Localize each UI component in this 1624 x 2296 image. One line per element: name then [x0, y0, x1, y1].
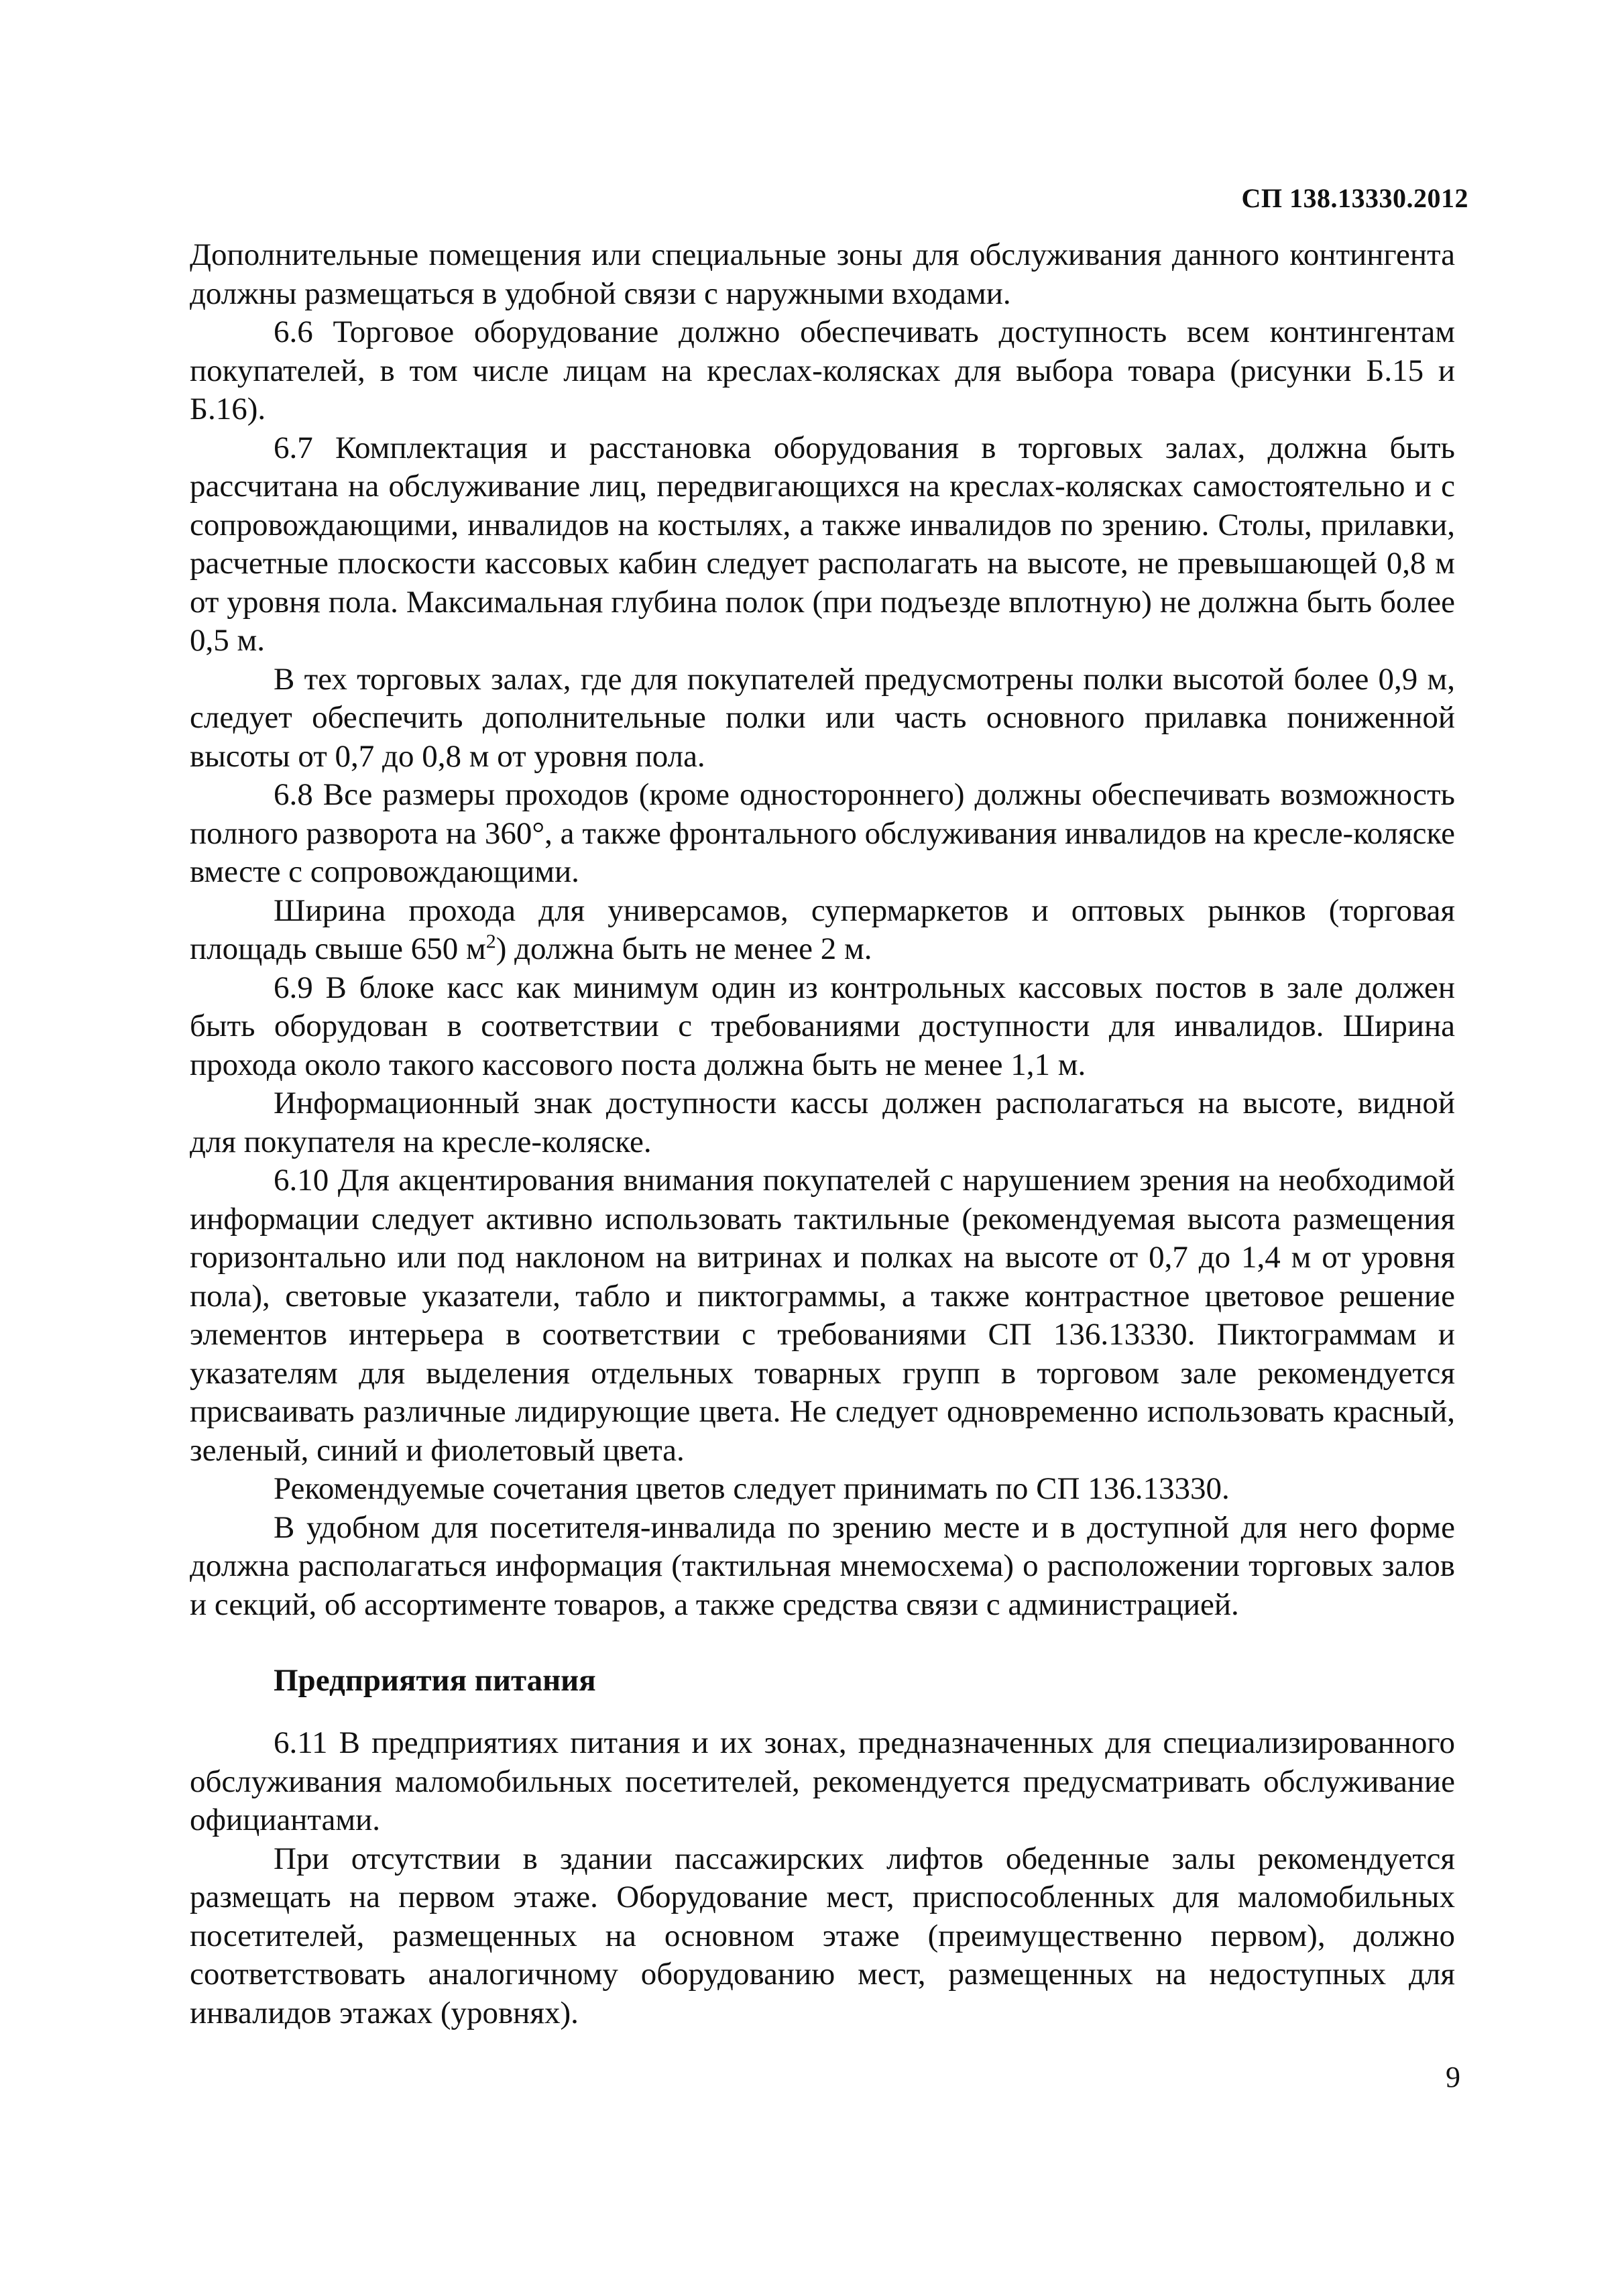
paragraph: Информационный знак доступности кассы должен располагаться на высоте, видной для покупателя на кресле-коляске.: [190, 1086, 1455, 1159]
document-body: [190, 236, 1455, 2032]
paragraph-6-10: 6.10 Для акцентирования внимания покупателей с нарушением зрения на необходимой информации следует активно использовать тактильные (рекомендуемая высота размещения горизонтально или под наклоном на витринах и полках на высоте от 0,7 до 1,4 м от уровня пола), световые указатели, табло и пиктограммы, а также контрастное цветовое решение элементов интерьера в соответствии с требованиями СП 136.13330. Пиктограммам и указателям для выделения отдельных товарных групп в торговом зале рекомендуется присваивать различные лидирующие цвета. Не следует одновременно использовать красный, зеленый, синий и фиолетовый цвета.: [190, 1163, 1455, 1468]
text-segment: ) должна быть не менее 2 м.: [496, 931, 872, 966]
paragraph: При отсутствии в здании пассажирских лифтов обеденные залы рекомендуется размещать на первом этаже. Оборудование мест, приспособленных для маломобильных посетителей, размещенных на основном этаже (преимущественно первом), должно соответствовать аналогичному оборудованию мест, размещенных на недоступных для инвалидов этажах (уровнях).: [190, 1841, 1455, 2030]
paragraph-6-6: 6.6 Торговое оборудование должно обеспечивать доступность всем контингентам покупателей, в том числе лицам на креслах-колясках для выбора товара (рисунки Б.15 и Б.16).: [190, 314, 1455, 426]
text-segment: Ширина прохода для универсамов, супермаркетов и оптовых рынков (торговая площадь свыше 650 м: [190, 893, 1455, 966]
paragraph: В удобном для посетителя-инвалида по зрению месте и в доступной для него форме должна располагаться информация (тактильная мнемосхема) о расположении торговых залов и секций, об ассортименте товаров, а также средства связи с администрацией.: [190, 1509, 1455, 1622]
paragraph: Рекомендуемые сочетания цветов следует принимать по СП 136.13330.: [274, 1471, 1230, 1506]
paragraph-6-8: 6.8 Все размеры проходов (кроме одностороннего) должны обеспечивать возможность полного разворота на 360°, а также фронтального обслуживания инвалидов на кресле-коляске вместе с сопровождающими.: [190, 777, 1455, 889]
paragraph-6-11: 6.11 В предприятиях питания и их зонах, предназначенных для специализированного обслуживания маломобильных посетителей, рекомендуется предусматривать обслуживание официантами.: [190, 1725, 1455, 1837]
paragraph-aisle-width: [190, 892, 1455, 969]
paragraph-6-7: 6.7 Комплектация и расстановка оборудования в торговых залах, должна быть рассчитана на обслуживание лиц, передвигающихся на креслах-колясках самостоятельно и с сопровождающими, инвалидов на костылях, а также инвалидов по зрению. Столы, прилавки, расчетные плоскости кассовых кабин следует располагать на высоте, не превышающей 0,8 м от уровня пола. Максимальная глубина полок (при подъезде вплотную) не должна быть более 0,5 м.: [190, 430, 1455, 658]
document-code: СП 138.13330.2012: [1241, 183, 1468, 213]
paragraph: В тех торговых залах, где для покупателей предусмотрены полки высотой более 0,9 м, следует обеспечить дополнительные полки или часть основного прилавка пониженной высоты от 0,7 до 0,8 м от уровня пола.: [190, 661, 1455, 774]
paragraph-6-9: 6.9 В блоке касс как минимум один из контрольных кассовых постов в зале должен быть оборудован в соответствии с требованиями доступности для инвалидов. Ширина прохода около такого кассового поста должна быть не менее 1,1 м.: [190, 970, 1455, 1082]
page-number: 9: [1446, 2061, 1460, 2093]
paragraph: Дополнительные помещения или специальные зоны для обслуживания данного контингента должны размещаться в удобной связи с наружными входами.: [190, 237, 1455, 311]
superscript: 2: [485, 930, 496, 953]
section-heading: Предприятия питания: [274, 1663, 596, 1698]
